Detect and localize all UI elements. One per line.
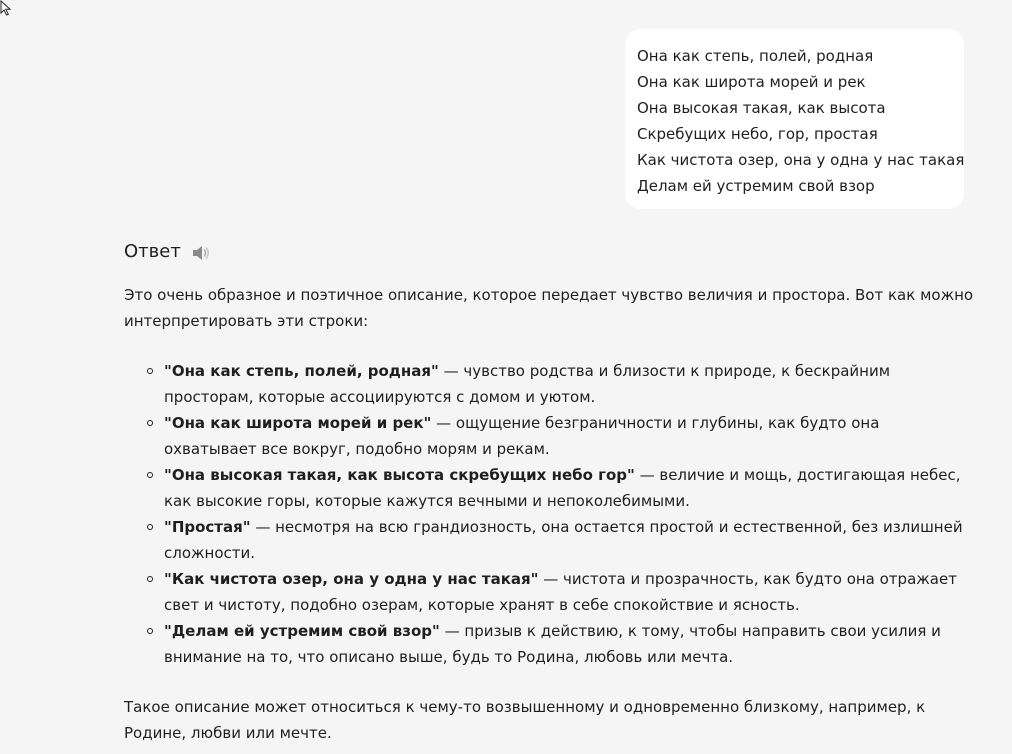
user-message-line: Как чистота озер, она у одна у нас такая	[637, 151, 965, 169]
answer-intro: Это очень образное и поэтичное описание, которое передает чувство величия и простора. Вот как можно интерпретировать эти строки:	[124, 286, 974, 330]
user-message-line: Она высокая такая, как высота	[637, 99, 886, 117]
quote: "Она как широта морей и рек"	[164, 414, 432, 432]
user-message-line: Она как степь, полей, родная	[637, 47, 874, 65]
user-message-bubble	[625, 29, 964, 209]
answer-outro: Такое описание может относиться к чему-то возвышенному и одновременно близкому, например, к Родине, любви или мечте.	[124, 698, 926, 742]
explanation: — величие и мощь, достигающая небес, как высокие горы, которые кажутся вечными и непоколебимыми.	[164, 466, 961, 510]
user-message-line: Делам ей устремим свой взор	[637, 177, 875, 195]
quote: "Она высокая такая, как высота скребущих небо гор"	[164, 466, 635, 484]
explanation: — призыв к действию, к тому, чтобы направить свои усилия и внимание на то, что описано выше, будь то Родина, любовь или мечта.	[164, 622, 941, 666]
user-message-line: Скребущих небо, гор, простая	[637, 125, 878, 143]
explanation: — несмотря на всю грандиозность, она остается простой и естественной, без излишней сложности.	[164, 518, 963, 562]
quote: "Она как степь, полей, родная"	[164, 362, 439, 380]
answer-header	[124, 238, 211, 264]
answer-body	[124, 282, 974, 746]
list-item	[164, 618, 974, 670]
user-message-line: Она как широта морей и рек	[637, 73, 866, 91]
list-item	[164, 410, 974, 462]
quote: "Делам ей устремим свой взор"	[164, 622, 440, 640]
mouse-cursor-icon	[0, 0, 12, 16]
speaker-icon[interactable]	[191, 244, 211, 262]
answer-title: Ответ	[124, 240, 181, 262]
explanation: — чувство родства и близости к природе, к бескрайним просторам, которые ассоциируются с домом и уютом.	[164, 362, 891, 406]
quote: "Как чистота озер, она у одна у нас такая"	[164, 570, 539, 588]
list-item	[164, 514, 974, 566]
list-item	[164, 566, 974, 618]
answer-points-list	[124, 358, 974, 670]
explanation: — ощущение безграничности и глубины, как будто она охватывает все вокруг, подобно морям и рекам.	[164, 414, 880, 458]
quote: "Простая"	[164, 518, 251, 536]
explanation: — чистота и прозрачность, как будто она отражает свет и чистоту, подобно озерам, которые хранят в себе спокойствие и ясность.	[164, 570, 957, 614]
list-item	[164, 462, 974, 514]
list-item	[164, 358, 974, 410]
